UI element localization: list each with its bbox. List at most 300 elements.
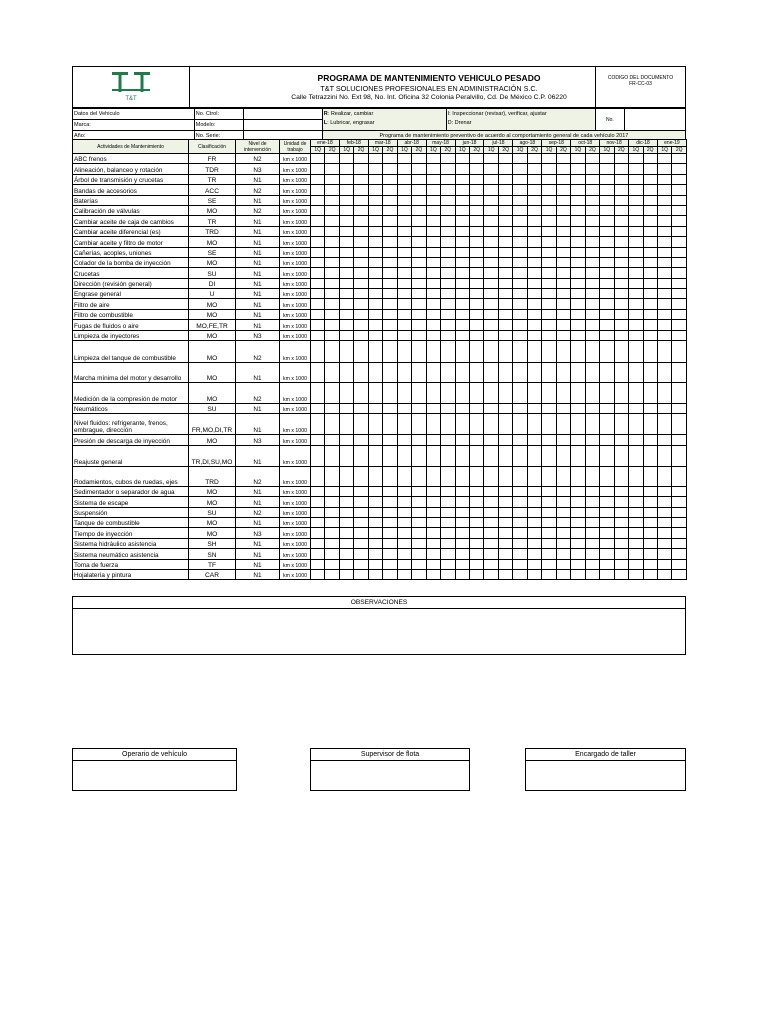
schedule-cell[interactable]	[325, 289, 339, 299]
schedule-cell[interactable]	[527, 466, 541, 486]
schedule-cell[interactable]	[513, 154, 527, 164]
schedule-cell[interactable]	[470, 383, 484, 404]
schedule-cell[interactable]	[542, 569, 556, 579]
schedule-cell[interactable]	[455, 507, 469, 517]
schedule-cell[interactable]	[426, 559, 440, 569]
schedule-cell[interactable]	[397, 559, 411, 569]
schedule-cell[interactable]	[325, 363, 339, 383]
schedule-cell[interactable]	[571, 268, 585, 278]
schedule-cell[interactable]	[600, 363, 614, 383]
schedule-cell[interactable]	[513, 164, 527, 174]
schedule-cell[interactable]	[643, 435, 657, 445]
schedule-cell[interactable]	[629, 435, 643, 445]
schedule-cell[interactable]	[397, 404, 411, 414]
schedule-cell[interactable]	[311, 164, 325, 174]
schedule-cell[interactable]	[339, 517, 353, 527]
schedule-cell[interactable]	[498, 216, 512, 226]
schedule-cell[interactable]	[455, 414, 469, 435]
schedule-cell[interactable]	[354, 486, 368, 496]
schedule-cell[interactable]	[426, 185, 440, 195]
schedule-cell[interactable]	[527, 278, 541, 288]
schedule-cell[interactable]	[571, 528, 585, 538]
schedule-cell[interactable]	[556, 268, 570, 278]
schedule-cell[interactable]	[629, 466, 643, 486]
schedule-cell[interactable]	[441, 278, 455, 288]
schedule-cell[interactable]	[325, 164, 339, 174]
schedule-cell[interactable]	[672, 445, 686, 466]
schedule-cell[interactable]	[441, 341, 455, 363]
schedule-cell[interactable]	[412, 528, 426, 538]
schedule-cell[interactable]	[339, 154, 353, 164]
schedule-cell[interactable]	[585, 154, 599, 164]
schedule-cell[interactable]	[397, 330, 411, 340]
schedule-cell[interactable]	[556, 497, 570, 507]
schedule-cell[interactable]	[368, 185, 382, 195]
schedule-cell[interactable]	[542, 341, 556, 363]
schedule-cell[interactable]	[498, 363, 512, 383]
schedule-cell[interactable]	[571, 497, 585, 507]
schedule-cell[interactable]	[513, 549, 527, 559]
schedule-cell[interactable]	[629, 497, 643, 507]
schedule-cell[interactable]	[383, 174, 397, 184]
schedule-cell[interactable]	[513, 216, 527, 226]
schedule-cell[interactable]	[339, 559, 353, 569]
schedule-cell[interactable]	[498, 569, 512, 579]
schedule-cell[interactable]	[325, 205, 339, 215]
schedule-cell[interactable]	[643, 268, 657, 278]
schedule-cell[interactable]	[412, 289, 426, 299]
schedule-cell[interactable]	[498, 237, 512, 247]
schedule-cell[interactable]	[629, 299, 643, 309]
schedule-cell[interactable]	[657, 383, 671, 404]
schedule-cell[interactable]	[542, 185, 556, 195]
schedule-cell[interactable]	[383, 559, 397, 569]
schedule-cell[interactable]	[397, 185, 411, 195]
schedule-cell[interactable]	[498, 174, 512, 184]
schedule-cell[interactable]	[325, 549, 339, 559]
schedule-cell[interactable]	[368, 195, 382, 205]
schedule-cell[interactable]	[339, 205, 353, 215]
schedule-cell[interactable]	[368, 320, 382, 330]
schedule-cell[interactable]	[470, 538, 484, 548]
schedule-cell[interactable]	[397, 174, 411, 184]
schedule-cell[interactable]	[513, 341, 527, 363]
schedule-cell[interactable]	[383, 517, 397, 527]
schedule-cell[interactable]	[470, 445, 484, 466]
schedule-cell[interactable]	[426, 435, 440, 445]
schedule-cell[interactable]	[311, 216, 325, 226]
schedule-cell[interactable]	[556, 363, 570, 383]
schedule-cell[interactable]	[354, 507, 368, 517]
schedule-cell[interactable]	[455, 205, 469, 215]
schedule-cell[interactable]	[542, 517, 556, 527]
schedule-cell[interactable]	[412, 414, 426, 435]
schedule-cell[interactable]	[527, 486, 541, 496]
schedule-cell[interactable]	[672, 383, 686, 404]
schedule-cell[interactable]	[339, 466, 353, 486]
schedule-cell[interactable]	[455, 289, 469, 299]
schedule-cell[interactable]	[397, 247, 411, 257]
schedule-cell[interactable]	[542, 299, 556, 309]
schedule-cell[interactable]	[527, 154, 541, 164]
schedule-cell[interactable]	[629, 154, 643, 164]
schedule-cell[interactable]	[397, 278, 411, 288]
schedule-cell[interactable]	[571, 247, 585, 257]
schedule-cell[interactable]	[484, 309, 498, 319]
schedule-cell[interactable]	[484, 330, 498, 340]
schedule-cell[interactable]	[600, 226, 614, 236]
schedule-cell[interactable]	[542, 247, 556, 257]
schedule-cell[interactable]	[542, 445, 556, 466]
schedule-cell[interactable]	[571, 549, 585, 559]
schedule-cell[interactable]	[643, 154, 657, 164]
schedule-cell[interactable]	[455, 154, 469, 164]
schedule-cell[interactable]	[368, 445, 382, 466]
schedule-cell[interactable]	[513, 435, 527, 445]
schedule-cell[interactable]	[397, 507, 411, 517]
schedule-cell[interactable]	[600, 549, 614, 559]
schedule-cell[interactable]	[527, 268, 541, 278]
schedule-cell[interactable]	[556, 299, 570, 309]
schedule-cell[interactable]	[339, 185, 353, 195]
schedule-cell[interactable]	[527, 330, 541, 340]
schedule-cell[interactable]	[571, 154, 585, 164]
schedule-cell[interactable]	[614, 268, 628, 278]
schedule-cell[interactable]	[629, 507, 643, 517]
schedule-cell[interactable]	[397, 309, 411, 319]
schedule-cell[interactable]	[657, 185, 671, 195]
schedule-cell[interactable]	[325, 341, 339, 363]
schedule-cell[interactable]	[484, 559, 498, 569]
schedule-cell[interactable]	[657, 164, 671, 174]
schedule-cell[interactable]	[455, 435, 469, 445]
schedule-cell[interactable]	[455, 341, 469, 363]
schedule-cell[interactable]	[325, 330, 339, 340]
schedule-cell[interactable]	[368, 549, 382, 559]
schedule-cell[interactable]	[455, 185, 469, 195]
schedule-cell[interactable]	[600, 174, 614, 184]
schedule-cell[interactable]	[470, 154, 484, 164]
schedule-cell[interactable]	[614, 299, 628, 309]
schedule-cell[interactable]	[311, 174, 325, 184]
schedule-cell[interactable]	[368, 216, 382, 226]
schedule-cell[interactable]	[397, 569, 411, 579]
schedule-cell[interactable]	[441, 569, 455, 579]
schedule-cell[interactable]	[527, 185, 541, 195]
schedule-cell[interactable]	[527, 363, 541, 383]
schedule-cell[interactable]	[441, 195, 455, 205]
schedule-cell[interactable]	[542, 559, 556, 569]
schedule-cell[interactable]	[325, 320, 339, 330]
schedule-cell[interactable]	[412, 363, 426, 383]
schedule-cell[interactable]	[513, 497, 527, 507]
schedule-cell[interactable]	[629, 363, 643, 383]
schedule-cell[interactable]	[383, 435, 397, 445]
schedule-cell[interactable]	[556, 195, 570, 205]
schedule-cell[interactable]	[368, 309, 382, 319]
schedule-cell[interactable]	[354, 549, 368, 559]
schedule-cell[interactable]	[672, 289, 686, 299]
schedule-cell[interactable]	[412, 330, 426, 340]
schedule-cell[interactable]	[383, 363, 397, 383]
schedule-cell[interactable]	[368, 164, 382, 174]
schedule-cell[interactable]	[527, 445, 541, 466]
schedule-cell[interactable]	[600, 404, 614, 414]
schedule-cell[interactable]	[542, 435, 556, 445]
schedule-cell[interactable]	[527, 289, 541, 299]
schedule-cell[interactable]	[354, 226, 368, 236]
schedule-cell[interactable]	[455, 247, 469, 257]
schedule-cell[interactable]	[441, 174, 455, 184]
schedule-cell[interactable]	[585, 174, 599, 184]
schedule-cell[interactable]	[455, 466, 469, 486]
signature-operario-field[interactable]	[73, 761, 236, 791]
schedule-cell[interactable]	[311, 569, 325, 579]
schedule-cell[interactable]	[513, 237, 527, 247]
schedule-cell[interactable]	[556, 278, 570, 288]
schedule-cell[interactable]	[527, 549, 541, 559]
schedule-cell[interactable]	[556, 309, 570, 319]
schedule-cell[interactable]	[571, 445, 585, 466]
schedule-cell[interactable]	[325, 414, 339, 435]
schedule-cell[interactable]	[585, 435, 599, 445]
schedule-cell[interactable]	[325, 559, 339, 569]
schedule-cell[interactable]	[470, 569, 484, 579]
schedule-cell[interactable]	[470, 486, 484, 496]
schedule-cell[interactable]	[629, 320, 643, 330]
schedule-cell[interactable]	[527, 507, 541, 517]
schedule-cell[interactable]	[527, 257, 541, 267]
schedule-cell[interactable]	[484, 164, 498, 174]
schedule-cell[interactable]	[470, 216, 484, 226]
schedule-cell[interactable]	[354, 497, 368, 507]
schedule-cell[interactable]	[672, 517, 686, 527]
schedule-cell[interactable]	[325, 383, 339, 404]
schedule-cell[interactable]	[339, 320, 353, 330]
schedule-cell[interactable]	[657, 309, 671, 319]
schedule-cell[interactable]	[383, 404, 397, 414]
schedule-cell[interactable]	[339, 538, 353, 548]
schedule-cell[interactable]	[455, 195, 469, 205]
schedule-cell[interactable]	[470, 507, 484, 517]
schedule-cell[interactable]	[325, 237, 339, 247]
schedule-cell[interactable]	[571, 195, 585, 205]
schedule-cell[interactable]	[614, 216, 628, 226]
schedule-cell[interactable]	[585, 549, 599, 559]
schedule-cell[interactable]	[629, 164, 643, 174]
schedule-cell[interactable]	[614, 363, 628, 383]
schedule-cell[interactable]	[455, 445, 469, 466]
schedule-cell[interactable]	[643, 549, 657, 559]
schedule-cell[interactable]	[354, 445, 368, 466]
schedule-cell[interactable]	[498, 549, 512, 559]
schedule-cell[interactable]	[556, 247, 570, 257]
schedule-cell[interactable]	[585, 320, 599, 330]
schedule-cell[interactable]	[629, 383, 643, 404]
schedule-cell[interactable]	[527, 435, 541, 445]
schedule-cell[interactable]	[383, 185, 397, 195]
schedule-cell[interactable]	[513, 383, 527, 404]
schedule-cell[interactable]	[311, 247, 325, 257]
schedule-cell[interactable]	[585, 517, 599, 527]
schedule-cell[interactable]	[542, 195, 556, 205]
schedule-cell[interactable]	[629, 414, 643, 435]
schedule-cell[interactable]	[571, 164, 585, 174]
schedule-cell[interactable]	[498, 289, 512, 299]
schedule-cell[interactable]	[556, 330, 570, 340]
schedule-cell[interactable]	[412, 268, 426, 278]
schedule-cell[interactable]	[571, 404, 585, 414]
schedule-cell[interactable]	[397, 486, 411, 496]
schedule-cell[interactable]	[455, 164, 469, 174]
schedule-cell[interactable]	[368, 559, 382, 569]
schedule-cell[interactable]	[441, 164, 455, 174]
schedule-cell[interactable]	[672, 404, 686, 414]
schedule-cell[interactable]	[383, 247, 397, 257]
schedule-cell[interactable]	[556, 517, 570, 527]
schedule-cell[interactable]	[441, 205, 455, 215]
schedule-cell[interactable]	[339, 216, 353, 226]
schedule-cell[interactable]	[368, 174, 382, 184]
schedule-cell[interactable]	[571, 309, 585, 319]
schedule-cell[interactable]	[629, 278, 643, 288]
schedule-cell[interactable]	[571, 205, 585, 215]
schedule-cell[interactable]	[339, 445, 353, 466]
schedule-cell[interactable]	[311, 486, 325, 496]
schedule-cell[interactable]	[672, 466, 686, 486]
schedule-cell[interactable]	[311, 237, 325, 247]
schedule-cell[interactable]	[657, 569, 671, 579]
schedule-cell[interactable]	[585, 185, 599, 195]
schedule-cell[interactable]	[629, 174, 643, 184]
schedule-cell[interactable]	[311, 320, 325, 330]
schedule-cell[interactable]	[629, 341, 643, 363]
schedule-cell[interactable]	[672, 174, 686, 184]
schedule-cell[interactable]	[339, 268, 353, 278]
schedule-cell[interactable]	[614, 185, 628, 195]
schedule-cell[interactable]	[368, 237, 382, 247]
schedule-cell[interactable]	[368, 497, 382, 507]
schedule-cell[interactable]	[397, 268, 411, 278]
schedule-cell[interactable]	[657, 216, 671, 226]
schedule-cell[interactable]	[629, 216, 643, 226]
schedule-cell[interactable]	[629, 528, 643, 538]
schedule-cell[interactable]	[412, 164, 426, 174]
schedule-cell[interactable]	[426, 205, 440, 215]
schedule-cell[interactable]	[513, 257, 527, 267]
schedule-cell[interactable]	[470, 320, 484, 330]
schedule-cell[interactable]	[585, 257, 599, 267]
schedule-cell[interactable]	[368, 538, 382, 548]
schedule-cell[interactable]	[629, 237, 643, 247]
schedule-cell[interactable]	[383, 528, 397, 538]
schedule-cell[interactable]	[354, 341, 368, 363]
schedule-cell[interactable]	[542, 383, 556, 404]
schedule-cell[interactable]	[657, 247, 671, 257]
schedule-cell[interactable]	[643, 466, 657, 486]
schedule-cell[interactable]	[383, 309, 397, 319]
schedule-cell[interactable]	[672, 414, 686, 435]
schedule-cell[interactable]	[672, 299, 686, 309]
schedule-cell[interactable]	[542, 164, 556, 174]
schedule-cell[interactable]	[470, 299, 484, 309]
schedule-cell[interactable]	[585, 278, 599, 288]
schedule-cell[interactable]	[339, 226, 353, 236]
schedule-cell[interactable]	[441, 507, 455, 517]
schedule-cell[interactable]	[339, 507, 353, 517]
schedule-cell[interactable]	[556, 486, 570, 496]
schedule-cell[interactable]	[527, 309, 541, 319]
schedule-cell[interactable]	[412, 247, 426, 257]
schedule-cell[interactable]	[354, 320, 368, 330]
schedule-cell[interactable]	[498, 320, 512, 330]
schedule-cell[interactable]	[325, 538, 339, 548]
schedule-cell[interactable]	[354, 414, 368, 435]
schedule-cell[interactable]	[657, 257, 671, 267]
schedule-cell[interactable]	[657, 404, 671, 414]
schedule-cell[interactable]	[600, 195, 614, 205]
schedule-cell[interactable]	[383, 414, 397, 435]
schedule-cell[interactable]	[629, 247, 643, 257]
schedule-cell[interactable]	[672, 237, 686, 247]
schedule-cell[interactable]	[556, 528, 570, 538]
schedule-cell[interactable]	[657, 517, 671, 527]
schedule-cell[interactable]	[354, 205, 368, 215]
schedule-cell[interactable]	[325, 154, 339, 164]
schedule-cell[interactable]	[325, 247, 339, 257]
schedule-cell[interactable]	[426, 257, 440, 267]
schedule-cell[interactable]	[368, 404, 382, 414]
schedule-cell[interactable]	[542, 154, 556, 164]
schedule-cell[interactable]	[585, 205, 599, 215]
schedule-cell[interactable]	[397, 435, 411, 445]
schedule-cell[interactable]	[325, 226, 339, 236]
schedule-cell[interactable]	[339, 414, 353, 435]
schedule-cell[interactable]	[657, 330, 671, 340]
schedule-cell[interactable]	[455, 174, 469, 184]
schedule-cell[interactable]	[397, 226, 411, 236]
schedule-cell[interactable]	[455, 226, 469, 236]
schedule-cell[interactable]	[672, 309, 686, 319]
schedule-cell[interactable]	[614, 278, 628, 288]
schedule-cell[interactable]	[484, 497, 498, 507]
schedule-cell[interactable]	[470, 257, 484, 267]
schedule-cell[interactable]	[542, 507, 556, 517]
schedule-cell[interactable]	[513, 278, 527, 288]
schedule-cell[interactable]	[585, 216, 599, 226]
schedule-cell[interactable]	[513, 363, 527, 383]
schedule-cell[interactable]	[455, 517, 469, 527]
schedule-cell[interactable]	[397, 383, 411, 404]
schedule-cell[interactable]	[614, 226, 628, 236]
schedule-cell[interactable]	[412, 174, 426, 184]
schedule-cell[interactable]	[527, 404, 541, 414]
schedule-cell[interactable]	[614, 404, 628, 414]
schedule-cell[interactable]	[643, 257, 657, 267]
schedule-cell[interactable]	[527, 299, 541, 309]
schedule-cell[interactable]	[556, 185, 570, 195]
schedule-cell[interactable]	[383, 320, 397, 330]
schedule-cell[interactable]	[455, 569, 469, 579]
schedule-cell[interactable]	[614, 383, 628, 404]
schedule-cell[interactable]	[542, 538, 556, 548]
schedule-cell[interactable]	[455, 320, 469, 330]
schedule-cell[interactable]	[325, 497, 339, 507]
schedule-cell[interactable]	[527, 383, 541, 404]
schedule-cell[interactable]	[397, 205, 411, 215]
schedule-cell[interactable]	[354, 559, 368, 569]
schedule-cell[interactable]	[498, 528, 512, 538]
